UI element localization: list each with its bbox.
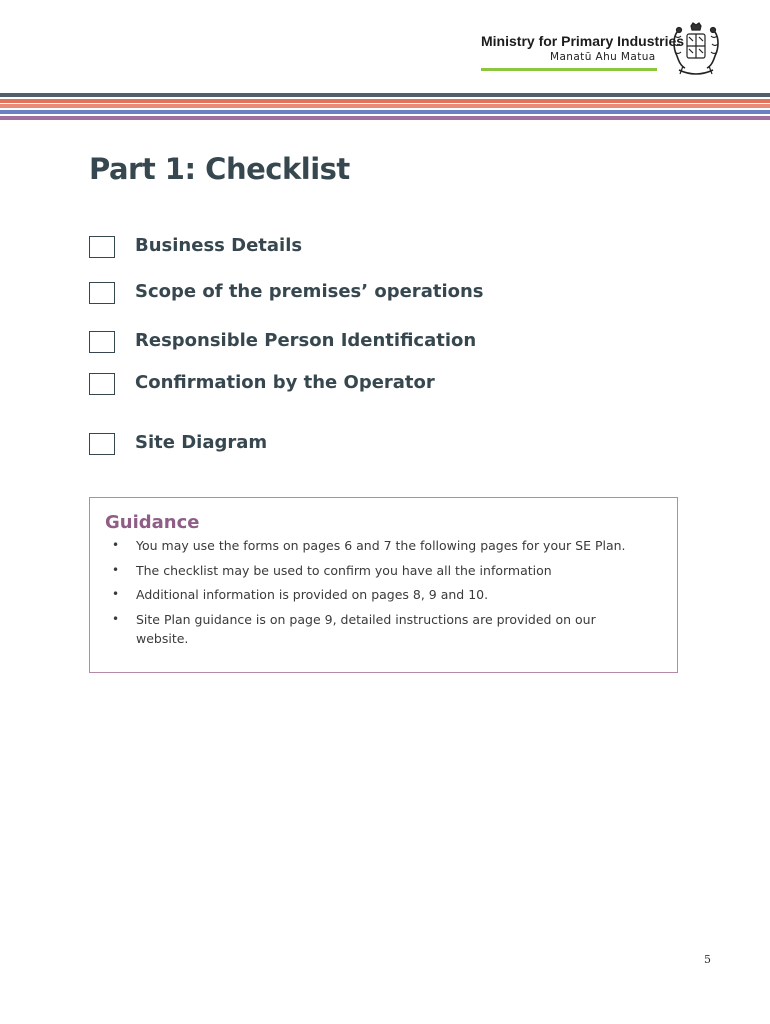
- checklist-item-label: Confirmation by the Operator: [135, 372, 435, 393]
- guidance-title: Guidance: [105, 512, 200, 533]
- checkbox[interactable]: [89, 331, 115, 353]
- page-number: 5: [704, 953, 711, 966]
- stripe: [0, 93, 770, 97]
- header-logo: [470, 22, 740, 82]
- stripe: [0, 110, 770, 114]
- guidance-box: [89, 497, 678, 673]
- bullet-icon: •: [112, 562, 120, 577]
- list-item: [90, 561, 679, 580]
- bullet-icon: •: [112, 611, 120, 626]
- guidance-text: The checklist may be used to confirm you have all the information: [136, 562, 552, 578]
- guidance-list: [90, 536, 679, 653]
- org-name-maori: Manatū Ahu Matua: [550, 51, 656, 63]
- checklist-item-label: Site Diagram: [135, 432, 268, 453]
- stripe: [0, 99, 770, 103]
- checklist-item-label: Scope of the premises’ operations: [135, 281, 484, 302]
- bullet-icon: •: [112, 538, 120, 552]
- checkbox[interactable]: [89, 373, 115, 395]
- stripe: [0, 116, 770, 120]
- list-item: [90, 536, 679, 555]
- org-name: Ministry for Primary Industries: [481, 33, 685, 49]
- list-item: [90, 610, 679, 648]
- decorative-stripes: [0, 93, 770, 121]
- bullet-icon: •: [112, 587, 120, 601]
- guidance-text: You may use the forms on pages 6 and 7 the following pages for your SE Plan.: [136, 538, 626, 553]
- guidance-text: Site Plan guidance is on page 9, detailed instructions are provided on our website.: [136, 611, 596, 646]
- nz-coat-of-arms-icon: [665, 22, 727, 80]
- checklist-item-label: Responsible Person Identification: [135, 330, 477, 351]
- checklist-item-label: Business Details: [135, 235, 303, 256]
- guidance-text: Additional information is provided on pages 8, 9 and 10.: [136, 587, 489, 602]
- checkbox[interactable]: [89, 433, 115, 455]
- logo-underline: [481, 68, 657, 71]
- checkbox[interactable]: [89, 236, 115, 258]
- stripe: [0, 104, 770, 108]
- page-title: Part 1: Checklist: [89, 152, 350, 186]
- list-item: [90, 585, 679, 604]
- checkbox[interactable]: [89, 282, 115, 304]
